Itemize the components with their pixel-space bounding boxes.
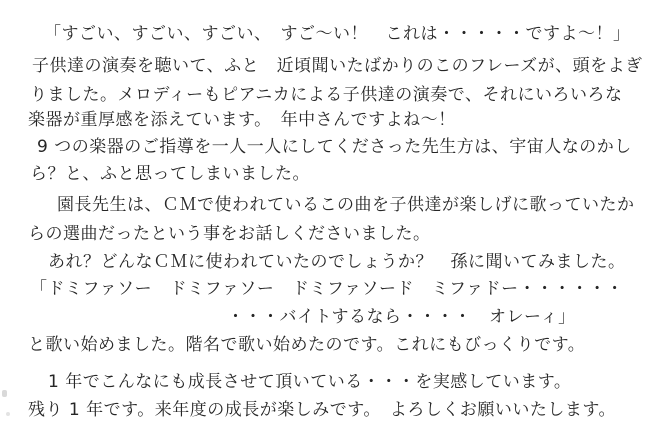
scan-artifact	[2, 390, 7, 397]
handwritten-line: ら？と、ふと思ってしまいました。	[30, 164, 310, 184]
handwritten-line: 園長先生は、ＣＭで使われているこの曲を子供達が楽しげに歌っていたか	[57, 195, 635, 215]
handwritten-line: 子供達の演奏を聴いて、ふと 近頃聞いたばかりのこのフレーズが、頭をよぎ	[32, 56, 643, 76]
handwritten-line: 楽器が重厚感を添えています。 年中さんですよね〜！	[28, 110, 456, 130]
handwritten-line: らの選曲だったという事をお話しくださいました。	[28, 224, 431, 244]
scan-artifact	[6, 412, 10, 416]
handwritten-line: 9 つの楽器のご指導を一人一人にしてくださった先生方は、宇宙人なのかし	[37, 137, 632, 157]
handwritten-line: 残り 1 年です。来年度の成長が楽しみです。 よろしくお願いいたします。	[28, 400, 617, 420]
handwritten-line: ・・・バイトするなら・・・・ オレーィ」	[227, 307, 576, 327]
handwritten-line: と歌い始めました。階名で歌い始めたのです。これにもびっくりです。	[28, 335, 586, 355]
letter-body	[28, 18, 646, 424]
handwritten-line: 1 年でこんなにも成長させて頂いている・・・を実感しています。	[48, 372, 572, 392]
handwritten-line: りました。メロディーもピアニカによる子供達の演奏で、それにいろいろな	[30, 85, 623, 105]
handwritten-line: 「すごい、すごい、すごい、 すご〜い！ これは・・・・・ですよ〜！」	[44, 24, 631, 44]
handwritten-line: 「ドミファソー ドミファソー ドミファソード ミファドー・・・・・・	[30, 279, 624, 299]
handwritten-line: あれ？どんなＣＭに使われていたのでしょうか？ 孫に聞いてみました。	[48, 252, 626, 272]
